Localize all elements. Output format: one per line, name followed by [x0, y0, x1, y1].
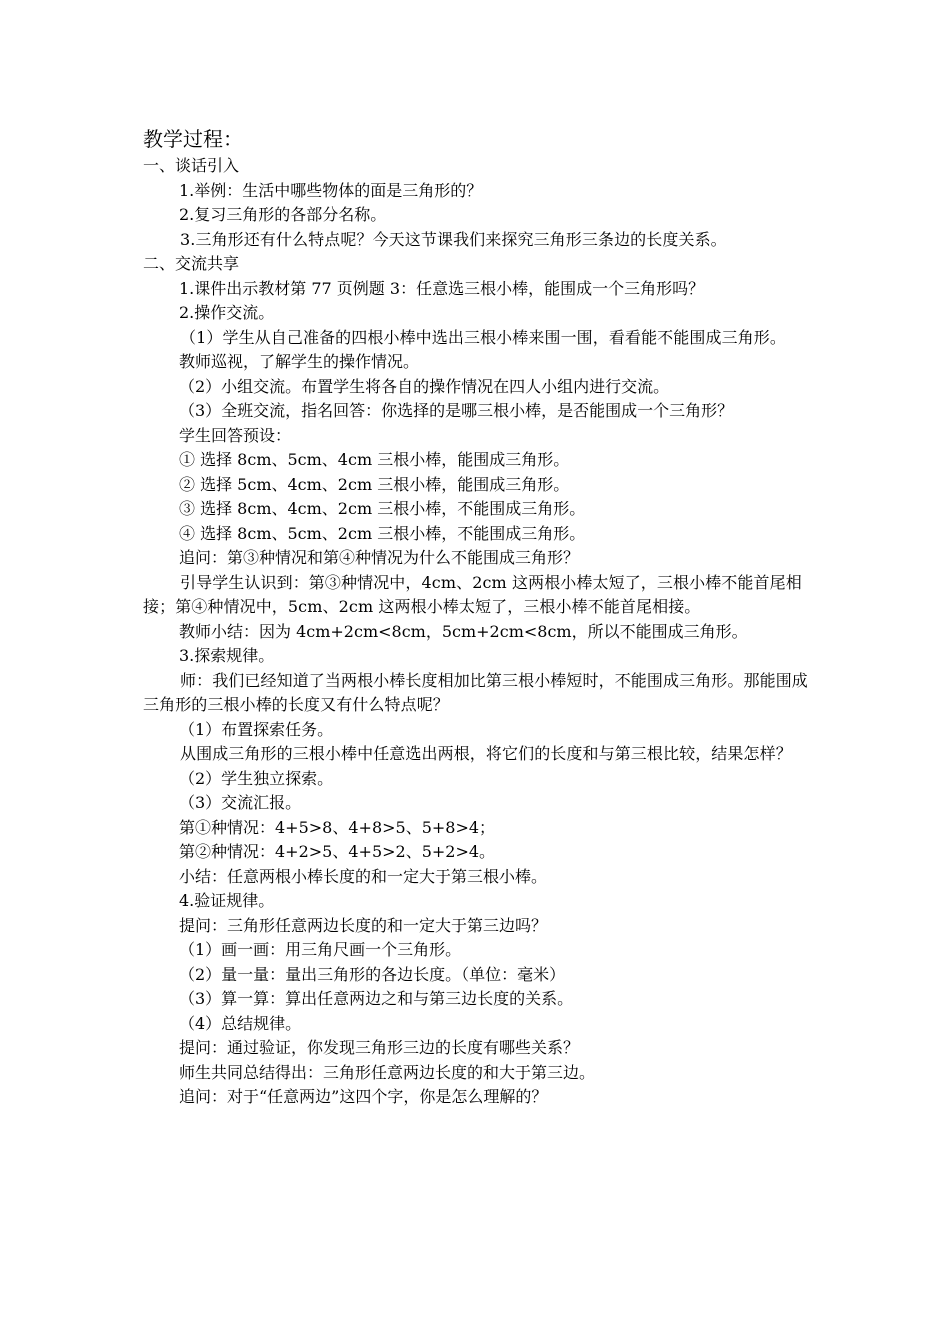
paragraph-line: 小结：任意两根小棒长度的和一定大于第三根小棒。 — [179, 866, 548, 886]
paragraph-list — [143, 154, 813, 1110]
paragraph-line: （2）学生独立探索。 — [179, 768, 334, 788]
paragraph-line: 2.操作交流。 — [179, 303, 275, 322]
paragraph-line: 引导学生认识到：第③种情况中，4cm、2cm 这两根小棒太短了，三根小棒不能首尾相接；第④种情况中，5cm、2cm 这两根小棒太短了，三根小棒不能首尾相接。 — [143, 572, 802, 616]
paragraph-line: （3）全班交流，指名回答：你选择的是哪三根小棒，是否能围成一个三角形？ — [179, 401, 734, 420]
paragraph-line: 追问：对于“任意两边”这四个字，你是怎么理解的？ — [179, 1087, 548, 1106]
paragraph-line: 教师小结：因为 4cm+2cm<8cm，5cm+2cm<8cm，所以不能围成三角形。 — [179, 621, 748, 641]
paragraph-line: （2）量一量：量出三角形的各边长度。（单位：毫米） — [179, 964, 566, 984]
paragraph-line: 学生回答预设： — [179, 425, 292, 445]
paragraph-line: （1）画一画：用三角尺画一个三角形。 — [179, 940, 462, 959]
paragraph-line: 提问：三角形任意两边长度的和一定大于第三边吗？ — [179, 915, 548, 935]
paragraph-line: ① 选择 8cm、5cm、4cm 三根小棒，能围成三角形。 — [179, 450, 570, 469]
section-title: 教学过程： — [143, 127, 243, 151]
paragraph-line: 提问：通过验证，你发现三角形三边的长度有哪些关系？ — [179, 1038, 580, 1057]
paragraph-line: （3）交流汇报。 — [179, 793, 302, 812]
paragraph-line: （1）学生从自己准备的四根小棒中选出三根小棒来围一围，看看能不能围成三角形。 — [180, 327, 786, 347]
paragraph-line: ② 选择 5cm、4cm、2cm 三根小棒，能围成三角形。 — [179, 474, 570, 494]
paragraph-line: ③ 选择 8cm、4cm、2cm 三根小棒，不能围成三角形。 — [179, 499, 586, 518]
paragraph-line: 师：我们已经知道了当两根小棒长度相加比第三根小棒短时，不能围成三角形。那能围成三角形的三根小棒的长度又有什么特点呢？ — [143, 670, 808, 714]
section-heading: 一、谈话引入 — [143, 156, 240, 175]
paragraph-line: 2.复习三角形的各部分名称。 — [179, 205, 387, 224]
paragraph-line: 4.验证规律。 — [179, 891, 275, 910]
paragraph-line: 1.举例：生活中哪些物体的面是三角形的？ — [179, 180, 483, 200]
section-heading: 二、交流共享 — [143, 254, 240, 273]
paragraph-line: 3.三角形还有什么特点呢？今天这节课我们来探究三角形三条边的长度关系。 — [180, 229, 727, 249]
paragraph-line: （1）布置探索任务。 — [179, 719, 334, 739]
document-body — [143, 124, 813, 1110]
paragraph-line: 从围成三角形的三根小棒中任意选出两根，将它们的长度和与第三根比较，结果怎样？ — [180, 744, 792, 763]
paragraph-line: 第②种情况：4+2>5、4+5>2、5+2>4。 — [179, 842, 496, 861]
paragraph-line: 师生共同总结得出：三角形任意两边长度的和大于第三边。 — [179, 1062, 596, 1082]
paragraph-line: （2）小组交流。布置学生将各自的操作情况在四人小组内进行交流。 — [179, 376, 670, 396]
paragraph-line: （3）算一算：算出任意两边之和与第三边长度的关系。 — [179, 989, 574, 1008]
paragraph-line: 3.探索规律。 — [179, 646, 275, 665]
paragraph-line: 追问：第③种情况和第④种情况为什么不能围成三角形？ — [179, 548, 580, 567]
paragraph-line: 教师巡视，了解学生的操作情况。 — [179, 352, 420, 371]
paragraph-line: ④ 选择 8cm、5cm、2cm 三根小棒，不能围成三角形。 — [179, 523, 586, 543]
paragraph-line: 1.课件出示教材第 77 页例题 3：任意选三根小棒，能围成一个三角形吗？ — [179, 278, 705, 298]
paragraph-line: （4）总结规律。 — [179, 1013, 302, 1033]
paragraph-line: 第①种情况：4+5>8、4+8>5、5+8>4； — [179, 817, 496, 837]
